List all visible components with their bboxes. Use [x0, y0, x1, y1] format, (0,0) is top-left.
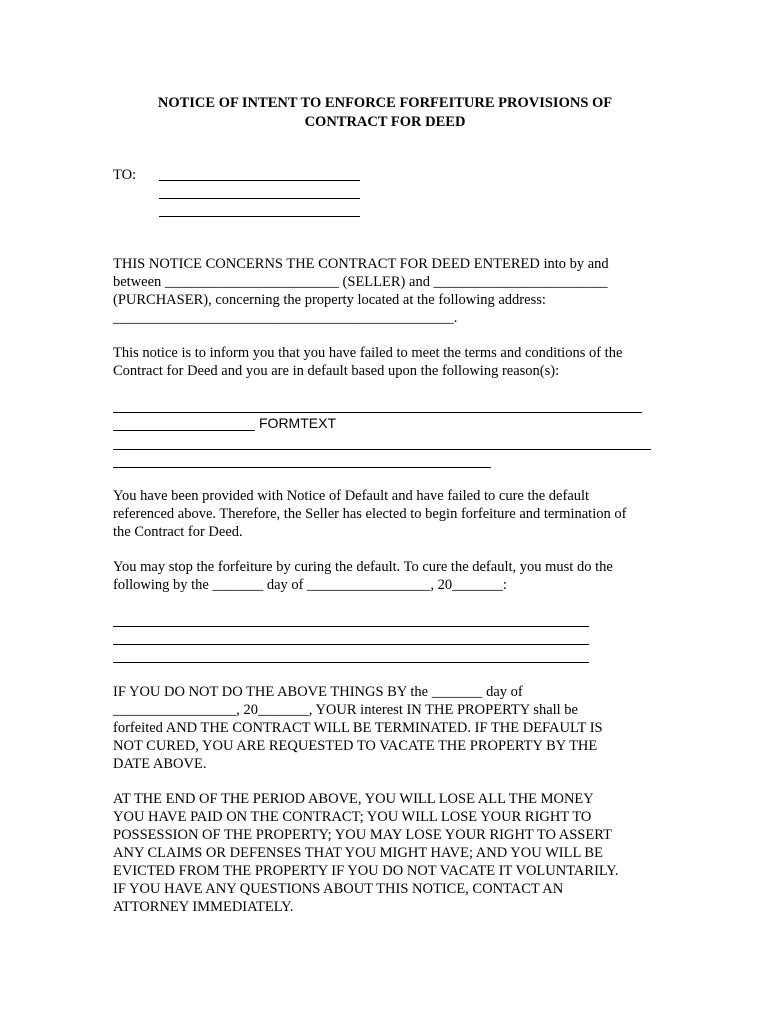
end-of-period-paragraph: [113, 790, 673, 916]
paragraph-line: THIS NOTICE CONCERNS THE CONTRACT FOR DEED ENTERED into by and: [113, 256, 609, 272]
paragraph-line: IF YOU DO NOT DO THE ABOVE THINGS BY the _______ day of: [113, 684, 523, 700]
notice-of-default-paragraph: [113, 487, 673, 541]
title-line-2: CONTRACT FOR DEED: [304, 114, 466, 130]
forfeiture-warning-paragraph: [113, 683, 673, 773]
paragraph-line: Contract for Deed and you are in default based upon the following reason(s):: [113, 363, 560, 379]
recipient-blank-line-1[interactable]: [159, 180, 360, 181]
paragraph-line: NOT CURED, YOU ARE REQUESTED TO VACATE THE PROPERTY BY THE: [113, 738, 598, 754]
paragraph-line: following by the _______ day of _________________, 20_______:: [113, 577, 507, 593]
paragraph-line: IF YOU HAVE ANY QUESTIONS ABOUT THIS NOTICE, CONTACT AN: [113, 881, 564, 897]
cure-blank-line-1[interactable]: [113, 626, 589, 627]
paragraph-line: You may stop the forfeiture by curing the default. To cure the default, you must do the: [113, 559, 613, 575]
paragraph-line: (PURCHASER), concerning the property located at the following address:: [113, 292, 546, 308]
cure-blank-line-2[interactable]: [113, 644, 589, 645]
default-notice-paragraph: [113, 344, 673, 380]
paragraph-line: the Contract for Deed.: [113, 524, 243, 540]
form-text-field[interactable]: FORMTEXT: [259, 415, 336, 431]
paragraph-line: YOU HAVE PAID ON THE CONTRACT; YOU WILL LOSE YOUR RIGHT TO: [113, 809, 592, 825]
contract-concerns-paragraph: [113, 255, 673, 327]
reason-blank-line-2[interactable]: [113, 430, 255, 431]
paragraph-line: forfeited AND THE CONTRACT WILL BE TERMINATED. IF THE DEFAULT IS: [113, 720, 603, 736]
reason-blank-line-4[interactable]: [113, 467, 491, 468]
paragraph-line: between ________________________ (SELLER) and ________________________: [113, 274, 608, 290]
paragraph-line: POSSESSION OF THE PROPERTY; YOU MAY LOSE YOUR RIGHT TO ASSERT: [113, 827, 612, 843]
paragraph-line: _______________________________________________.: [113, 310, 458, 326]
paragraph-line: You have been provided with Notice of Default and have failed to cure the default: [113, 488, 590, 504]
recipient-blank-line-2[interactable]: [159, 198, 360, 199]
paragraph-line: This notice is to inform you that you have failed to meet the terms and conditions of the: [113, 345, 623, 361]
reason-blank-line-1[interactable]: [113, 412, 642, 413]
paragraph-line: ATTORNEY IMMEDIATELY.: [113, 899, 294, 915]
paragraph-line: referenced above. Therefore, the Seller has elected to begin forfeiture and termination of: [113, 506, 627, 522]
reason-blank-line-3[interactable]: [113, 449, 651, 450]
recipient-blank-line-3[interactable]: [159, 216, 360, 217]
title-line-1: NOTICE OF INTENT TO ENFORCE FORFEITURE PROVISIONS OF: [157, 95, 613, 111]
to-label: TO:: [113, 167, 137, 183]
cure-blank-line-3[interactable]: [113, 662, 589, 663]
cure-default-paragraph: [113, 558, 673, 594]
paragraph-line: AT THE END OF THE PERIOD ABOVE, YOU WILL LOSE ALL THE MONEY: [113, 791, 594, 807]
paragraph-line: EVICTED FROM THE PROPERTY IF YOU DO NOT VACATE IT VOLUNTARILY.: [113, 863, 619, 879]
paragraph-line: ANY CLAIMS OR DEFENSES THAT YOU MIGHT HAVE; AND YOU WILL BE: [113, 845, 603, 861]
document-title: [113, 94, 657, 132]
paragraph-line: _________________, 20_______, YOUR interest IN THE PROPERTY shall be: [113, 702, 578, 718]
paragraph-line: DATE ABOVE.: [113, 756, 207, 772]
